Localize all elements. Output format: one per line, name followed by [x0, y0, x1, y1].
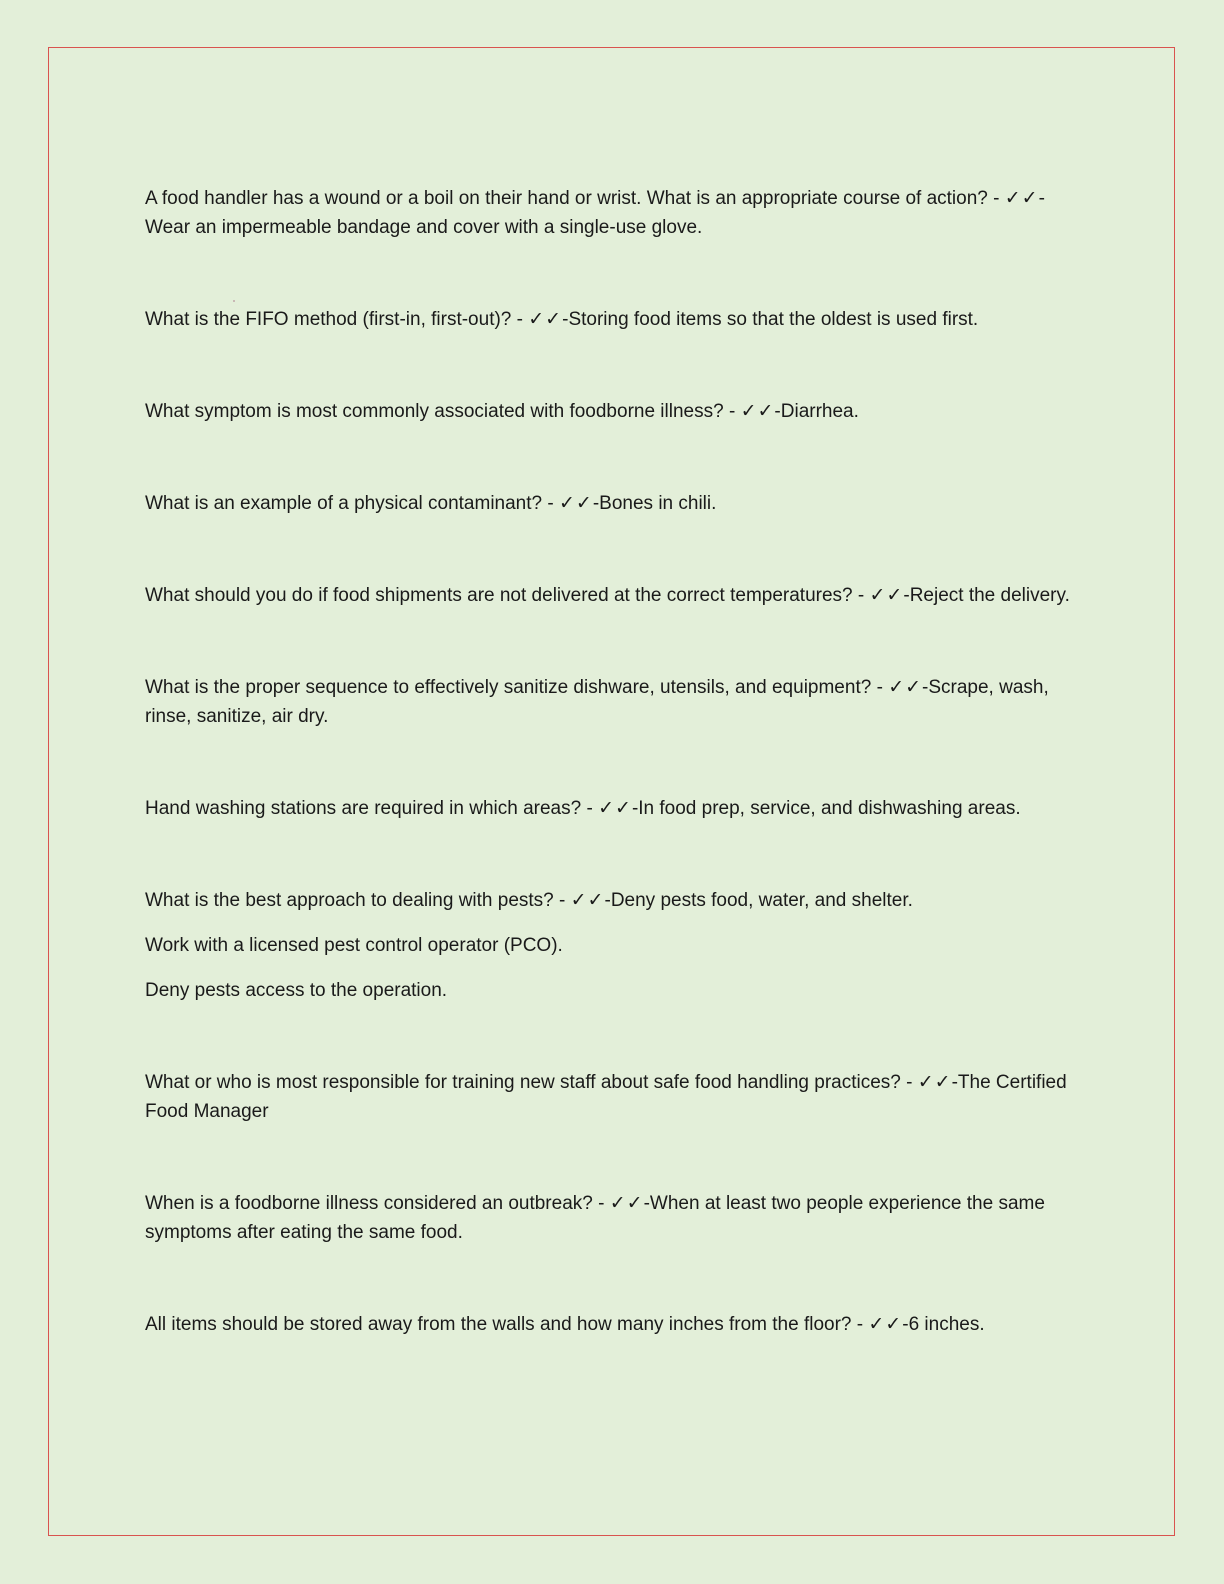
qa-item [145, 305, 1085, 334]
qa-item [145, 673, 1085, 731]
separator: - [581, 798, 599, 819]
question-text: A food handler has a wound or a boil on their hand or wrist. What is an appropriate course of action? [145, 188, 988, 209]
double-check-icon: ✓✓ [1004, 187, 1039, 209]
question-text: What is the best approach to dealing with pests? [145, 890, 554, 911]
qa-list [145, 184, 1085, 1339]
qa-item [145, 184, 1085, 242]
qa-item [145, 886, 1085, 915]
answer-text: 6 inches. [908, 1314, 985, 1335]
question-text: When is a foodborne illness considered an outbreak? [145, 1193, 593, 1214]
separator: - [900, 1072, 918, 1093]
answer-prefix: - [903, 585, 910, 606]
separator: - [553, 890, 571, 911]
qa-item [145, 581, 1085, 610]
qa-item [145, 1310, 1085, 1339]
qa-item [145, 397, 1085, 426]
answer-extra-line: Work with a licensed pest control operator (PCO). [145, 935, 563, 956]
answer-prefix: - [643, 1193, 650, 1214]
answer-text: The Certified Food Manager [145, 1072, 1067, 1122]
answer-text: Diarrhea. [780, 401, 859, 422]
separator: - [871, 677, 889, 698]
answer-prefix: - [562, 309, 569, 330]
answer-text: Scrape, wash, rinse, sanitize, air dry. [145, 677, 1049, 727]
double-check-icon: ✓✓ [917, 1071, 952, 1093]
question-text: What should you do if food shipments are not delivered at the correct temperatures? [145, 585, 853, 606]
separator: - [852, 585, 870, 606]
separator: - [542, 493, 559, 514]
question-text: What or who is most responsible for training new staff about safe food handling practices? [145, 1072, 901, 1093]
answer-prefix: - [604, 890, 611, 911]
separator: - [723, 401, 741, 422]
answer-text: Bones in chili. [599, 493, 717, 514]
answer-text: Storing food items so that the oldest is used first. [568, 309, 979, 330]
double-check-icon: ✓✓ [609, 1192, 644, 1214]
question-text: What symptom is most commonly associated with foodborne illness? [145, 401, 724, 422]
double-check-icon: ✓✓ [559, 492, 593, 514]
question-text: What is the FIFO method (first-in, first-out)? [145, 309, 512, 330]
answer-prefix: - [922, 677, 929, 698]
double-check-icon: ✓✓ [598, 797, 632, 819]
answer-extra-line: Deny pests access to the operation. [145, 980, 448, 1001]
separator: - [511, 309, 529, 330]
qa-item [145, 1189, 1085, 1247]
answer-text: Reject the delivery. [909, 585, 1070, 606]
double-check-icon: ✓✓ [528, 308, 563, 330]
question-text: All items should be stored away from the walls and how many inches from the floor? [145, 1314, 852, 1335]
separator: - [851, 1314, 869, 1335]
separator: - [987, 188, 1005, 209]
answer-prefix: - [774, 401, 781, 422]
question-text: What is the proper sequence to effectively sanitize dishware, utensils, and equipment? [145, 677, 872, 698]
answer-prefix: - [902, 1314, 909, 1335]
answer-text: Wear an impermeable bandage and cover with a single-use glove. [145, 217, 703, 238]
answer-prefix: - [592, 493, 600, 514]
answer-prefix: - [1038, 188, 1045, 209]
separator: - [592, 1193, 610, 1214]
question-text: Hand washing stations are required in which areas? [145, 798, 582, 819]
answer-text: Deny pests food, water, and shelter. [610, 890, 913, 911]
double-check-icon: ✓✓ [570, 889, 605, 911]
qa-item [145, 794, 1085, 823]
double-check-icon: ✓✓ [888, 676, 923, 698]
qa-item [145, 489, 1085, 518]
qa-item [145, 1068, 1085, 1126]
answer-prefix: - [951, 1072, 958, 1093]
answer-prefix: - [631, 798, 639, 819]
double-check-icon: ✓✓ [869, 584, 904, 606]
question-text: What is an example of a physical contaminant? [145, 493, 543, 514]
answer-text: In food prep, service, and dishwashing areas. [638, 798, 1021, 819]
double-check-icon: ✓✓ [868, 1313, 903, 1335]
double-check-icon: ✓✓ [740, 400, 775, 422]
answer-text: When at least two people experience the same symptoms after eating the same food. [145, 1193, 1045, 1243]
